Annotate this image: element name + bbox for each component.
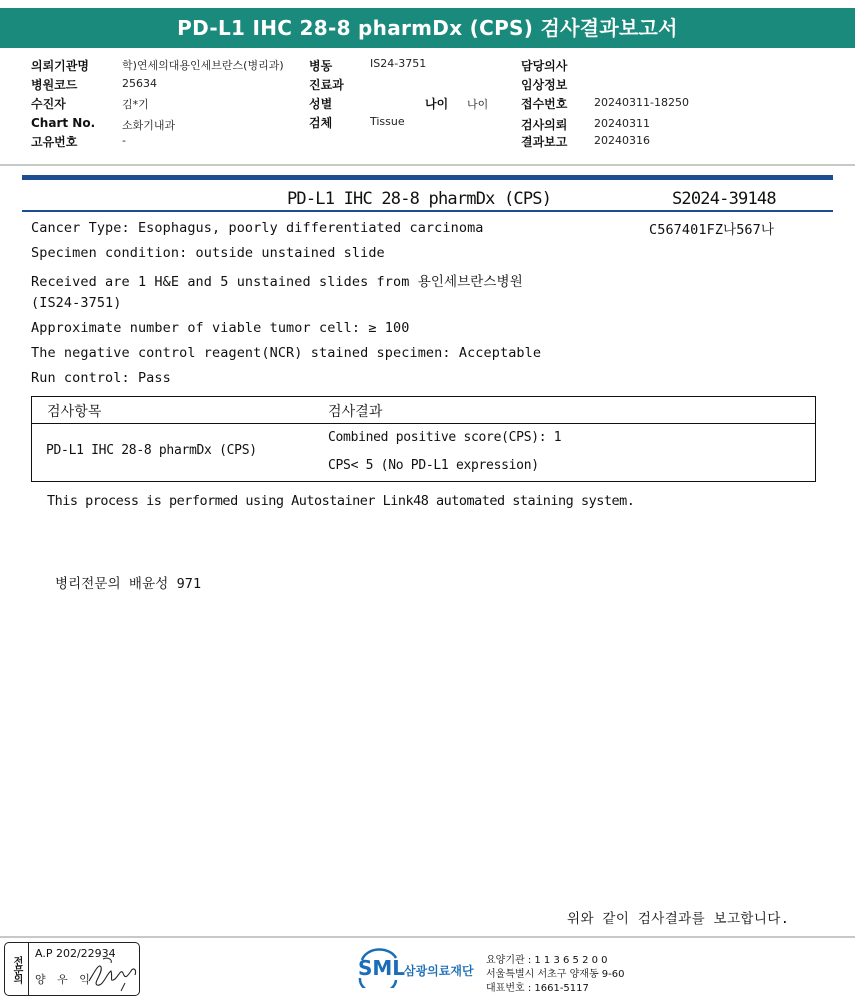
sml-logo bbox=[356, 948, 480, 988]
institution-phone: 대표번호 : 1661-5117 bbox=[486, 983, 589, 994]
patient-label: 수진자 bbox=[31, 97, 66, 111]
signature-image bbox=[85, 953, 141, 993]
logo-sml-text: SML bbox=[358, 956, 406, 980]
stamp-label: 전문의 bbox=[5, 943, 29, 995]
specimen-label: 검체 bbox=[309, 116, 333, 130]
report-test-name: PD-L1 IHC 28-8 pharmDx (CPS) bbox=[287, 189, 552, 209]
report-title: PD-L1 IHC 28-8 pharmDx (CPS) 검사결과보고서 bbox=[0, 8, 855, 48]
report-line: Cancer Type: Esophagus, poorly differentiated carcinoma bbox=[31, 220, 484, 236]
ward-label: 병동 bbox=[309, 59, 333, 73]
footer-divider bbox=[0, 936, 855, 938]
chart-no-label: Chart No. bbox=[31, 116, 96, 130]
closing-statement: 위와 같이 검사결과를 보고합니다. bbox=[567, 911, 790, 927]
report-line: (IS24-3751) bbox=[31, 295, 122, 311]
age-label: 나이 bbox=[425, 97, 449, 111]
institution-address: 서울특별시 서초구 양재동 9-60 bbox=[486, 969, 625, 980]
request-date-label: 검사의뢰 bbox=[521, 118, 568, 132]
patient-value: 김*기 bbox=[122, 98, 149, 111]
results-table bbox=[31, 396, 816, 482]
table-header-result: 검사결과 bbox=[328, 404, 383, 420]
department-label: 진료과 bbox=[309, 78, 344, 92]
report-top-rule bbox=[22, 175, 833, 180]
age-value: 나이 bbox=[467, 98, 489, 111]
doctor-label: 담당의사 bbox=[521, 59, 568, 73]
receipt-no-label: 접수번호 bbox=[521, 97, 568, 111]
process-note: This process is performed using Autostainer Link48 automated staining system. bbox=[47, 493, 635, 509]
receipt-no-value: 20240311-18250 bbox=[594, 96, 689, 109]
table-test-item: PD-L1 IHC 28-8 pharmDx (CPS) bbox=[46, 443, 257, 458]
institution-code: 요양기관 : 1 1 3 6 5 2 0 0 bbox=[486, 955, 608, 966]
unique-no-label: 고유번호 bbox=[31, 135, 78, 149]
institution-value: 학)연세의대용인세브란스(병리과) bbox=[122, 59, 284, 72]
institution-label: 의뢰기관명 bbox=[31, 59, 89, 73]
unique-no-value: - bbox=[122, 134, 126, 147]
pathologist-stamp bbox=[4, 942, 140, 996]
hospital-code-value: 25634 bbox=[122, 77, 157, 90]
chart-no-value: 소화기내과 bbox=[122, 119, 176, 132]
ward-value: IS24-3751 bbox=[370, 57, 427, 70]
table-header-item: 검사항목 bbox=[47, 404, 102, 420]
header-divider bbox=[0, 164, 855, 166]
logo-foundation-name: 삼광의료재단 bbox=[404, 964, 474, 978]
pathologist-signature-line: 병리전문의 배윤성 971 bbox=[55, 576, 202, 592]
stamp-license: A.P 202/22934 bbox=[35, 947, 116, 960]
report-line: Specimen condition: outside unstained slide bbox=[31, 245, 385, 261]
report-line: Run control: Pass bbox=[31, 370, 171, 386]
report-number: S2024-39148 bbox=[672, 189, 776, 209]
report-date-value: 20240316 bbox=[594, 134, 650, 147]
request-date-value: 20240311 bbox=[594, 117, 650, 130]
stamp-name: 양 우 익 bbox=[35, 973, 94, 986]
report-line: Received are 1 H&E and 5 unstained slides from 용인세브란스병원 bbox=[31, 274, 523, 290]
report-line: The negative control reagent(NCR) stained specimen: Acceptable bbox=[31, 345, 542, 361]
clinical-info-label: 임상정보 bbox=[521, 78, 568, 92]
report-title-rule bbox=[22, 210, 833, 212]
report-date-label: 결과보고 bbox=[521, 135, 568, 149]
hospital-code-label: 병원코드 bbox=[31, 78, 78, 92]
specimen-code: C567401FZ나567나 bbox=[649, 222, 775, 238]
table-result-score: Combined positive score(CPS): 1 bbox=[328, 430, 562, 445]
table-result-interpretation: CPS< 5 (No PD-L1 expression) bbox=[328, 458, 539, 473]
table-header-divider bbox=[32, 423, 815, 424]
report-line: Approximate number of viable tumor cell: ≥ 100 bbox=[31, 320, 410, 336]
sex-label: 성별 bbox=[309, 97, 333, 111]
specimen-value: Tissue bbox=[370, 115, 405, 128]
